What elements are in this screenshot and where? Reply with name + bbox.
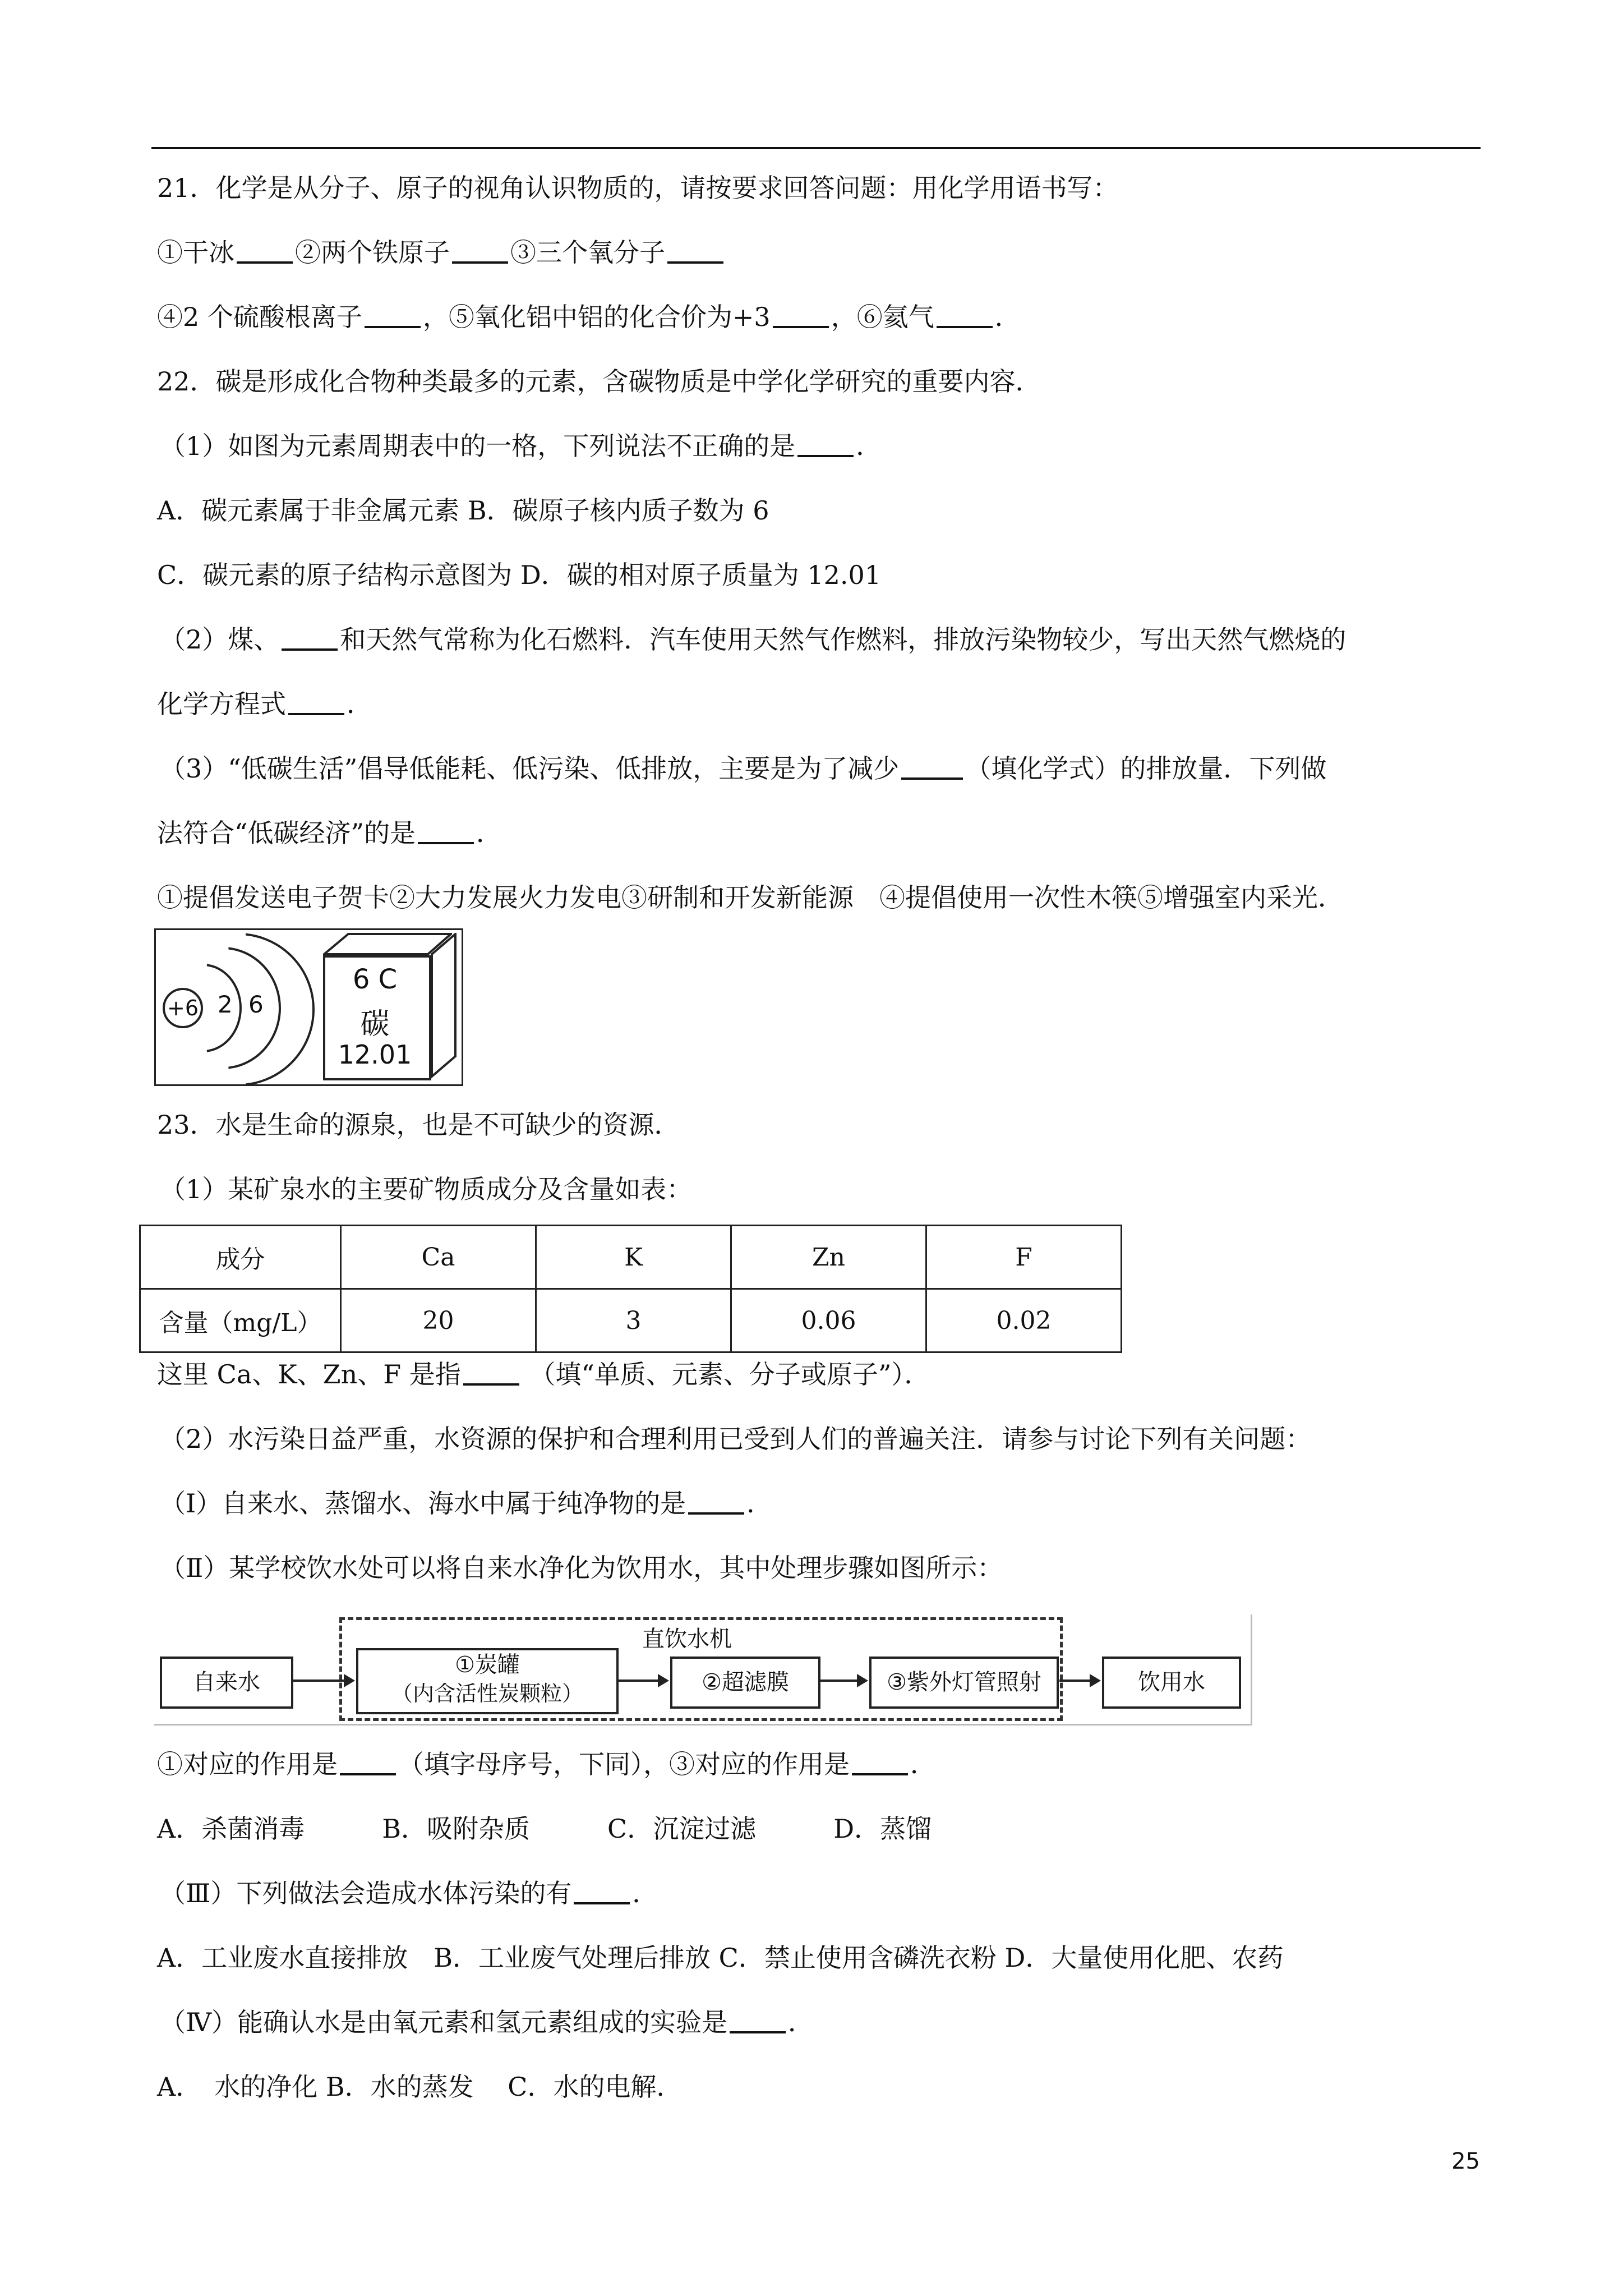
q23-role-text-a: ①对应的作用是	[157, 1749, 338, 1779]
q22-options-cd: C．碳元素的原子结构示意图为 D．碳的相对原子质量为 12.01	[157, 560, 882, 590]
header-rule	[151, 147, 1481, 149]
q22-part-3-cont	[157, 816, 502, 850]
answer-blank[interactable]	[463, 1361, 519, 1386]
q22-part-3	[160, 752, 1326, 785]
period: ．	[910, 1749, 936, 1779]
arrow-icon	[291, 1680, 353, 1682]
q22-part-2-cont	[157, 687, 372, 721]
arrow-icon	[818, 1680, 866, 1682]
answer-blank[interactable]	[852, 1751, 908, 1775]
purification-flow-diagram	[154, 1614, 1252, 1726]
table-header: Ca	[341, 1226, 536, 1289]
table-cell: 0.06	[731, 1289, 926, 1352]
flow-source: 自来水	[160, 1657, 293, 1709]
q23-options-1: A．杀菌消毒 B．吸附杂质 C．沉淀过滤 D．蒸馏	[157, 1814, 932, 1844]
flow-step-1-subtitle: （内含活性炭颗粒）	[391, 1681, 583, 1706]
table-cell: 含量（mg/L）	[140, 1289, 341, 1352]
periodic-table-cell	[323, 933, 458, 1080]
q22-stem: 22．碳是形成化合物种类最多的元素，含碳物质是中学化学研究的重要内容．	[157, 366, 1041, 397]
table-header: K	[536, 1226, 731, 1289]
flow-step-1	[356, 1648, 619, 1714]
q22-options-ab: A．碳元素属于非金属元素 B．碳原子核内质子数为 6	[157, 495, 769, 526]
period: ．	[787, 2007, 814, 2037]
table-cell: 20	[341, 1289, 536, 1352]
q23-part-III	[160, 1876, 658, 1910]
q22-part-1-text: （1）如图为元素周期表中的一格，下列说法不正确的是	[160, 431, 796, 461]
q23-after-table-text-a: 这里 Ca、K、Zn、F 是指	[157, 1359, 461, 1389]
nucleus: +6	[163, 988, 203, 1028]
cube-side-face	[430, 933, 458, 1079]
atomic-number-symbol: 6 C	[352, 964, 398, 995]
q22-part-3-text-b: （填化学式）的排放量．下列做	[965, 753, 1327, 784]
q22-choices: ①提倡发送电子贺卡②大力发展火力发电③研制和开发新能源 ④提倡使用一次性木筷⑤增强室内采光．	[157, 882, 1344, 913]
table-header: Zn	[731, 1226, 926, 1289]
period: ．	[746, 1488, 773, 1519]
q23-part-I-text: （Ⅰ）自来水、蒸馏水、海水中属于纯净物的是	[160, 1488, 686, 1519]
q23-roles	[157, 1747, 936, 1781]
q23-part-1: （1）某矿泉水的主要矿物质成分及含量如表：	[160, 1174, 693, 1204]
q23-after-table-text-b: （填“单质、元素、分子或原子”）．	[521, 1359, 930, 1389]
answer-blank[interactable]	[773, 303, 829, 328]
q23-options-2: A．工业废水直接排放 B．工业废气处理后排放 C．禁止使用含磷洗衣粉 D．大量使用化肥、农药	[157, 1943, 1284, 1973]
table-cell: 0.02	[926, 1289, 1122, 1352]
table-header: 成分	[140, 1226, 341, 1289]
answer-blank[interactable]	[340, 1751, 396, 1775]
q22-part-2	[160, 623, 1346, 656]
q21-item-5: ，⑤氧化铝中铝的化合价为+3	[422, 302, 771, 332]
answer-blank[interactable]	[688, 1490, 744, 1515]
flow-destination: 饮用水	[1102, 1657, 1241, 1709]
flow-step-3: ③紫外灯管照射	[869, 1657, 1059, 1709]
table-row	[140, 1289, 1122, 1352]
arrow-icon	[1059, 1680, 1099, 1682]
answer-blank[interactable]	[901, 755, 963, 780]
answer-blank[interactable]	[365, 303, 421, 328]
flow-step-1-title: ①炭罐	[455, 1652, 520, 1678]
q21-stem: 21．化学是从分子、原子的视角认识物质的，请按要求回答问题：用化学用语书写：	[157, 173, 1119, 203]
period: ．	[632, 1878, 658, 1908]
q23-part-2: （2）水污染日益严重，水资源的保护和合理利用已受到人们的普遍关注．请参与讨论下列有关问题：	[160, 1424, 1312, 1454]
table-cell: 3	[536, 1289, 731, 1352]
q23-part-III-text: （Ⅲ）下列做法会造成水体污染的有	[160, 1878, 572, 1908]
q23-part-II: （Ⅱ）某学校饮水处可以将自来水净化为饮用水，其中处理步骤如图所示：	[160, 1553, 1003, 1583]
q23-part-I	[160, 1487, 772, 1520]
q23-stem: 23．水是生命的源泉，也是不可缺少的资源．	[157, 1110, 680, 1140]
machine-label: 直饮水机	[642, 1621, 732, 1653]
mineral-table	[139, 1225, 1122, 1353]
q23-options-3: A． 水的净化 B．水的蒸发 C．水的电解．	[157, 2072, 683, 2102]
arrow-icon	[616, 1680, 667, 1682]
answer-blank[interactable]	[730, 2009, 786, 2033]
q21-line-2	[157, 300, 1021, 334]
period: ．	[476, 818, 502, 848]
answer-blank[interactable]	[418, 820, 474, 844]
q22-part-1	[160, 429, 882, 463]
q21-item-3: ③三个氧分子	[510, 237, 665, 268]
q23-part-IV	[160, 2005, 814, 2039]
q22-part-2-text-c: 化学方程式	[157, 689, 286, 719]
q23-part-IV-text: （Ⅳ）能确认水是由氧元素和氢元素组成的实验是	[160, 2007, 727, 2037]
table-row	[140, 1226, 1122, 1289]
answer-blank[interactable]	[237, 239, 293, 264]
answer-blank[interactable]	[452, 239, 508, 264]
answer-blank[interactable]	[282, 626, 338, 651]
carbon-figure	[154, 928, 463, 1086]
answer-blank[interactable]	[937, 303, 993, 328]
shell-1-electrons: 2	[218, 991, 233, 1018]
q22-part-2-text-a: （2）煤、	[160, 624, 280, 655]
q22-part-3-text-c: 法符合“低碳经济”的是	[157, 818, 416, 848]
atomic-mass: 12.01	[338, 1039, 412, 1070]
q22-part-3-text-a: （3）“低碳生活”倡导低能耗、低污染、低排放，主要是为了减少	[160, 753, 900, 784]
q21-item-1: ①干冰	[157, 237, 234, 268]
flow-step-2: ②超滤膜	[670, 1657, 820, 1709]
table-header: F	[926, 1226, 1122, 1289]
answer-blank[interactable]	[574, 1880, 630, 1904]
shell-2-electrons: 6	[248, 991, 264, 1018]
period: ．	[347, 689, 372, 719]
period: ．	[856, 431, 882, 461]
answer-blank[interactable]	[667, 239, 723, 264]
q21-item-2: ②两个铁原子	[295, 237, 450, 268]
answer-blank[interactable]	[288, 691, 344, 715]
q23-role-text-b: （填字母序号，下同），③对应的作用是	[398, 1749, 850, 1779]
page-number: 25	[1451, 2148, 1480, 2174]
q21-line-1	[157, 236, 726, 269]
q21-item-4: ④2 个硫酸根离子	[157, 302, 362, 332]
period: ．	[994, 302, 1021, 332]
q23-after-table	[157, 1358, 930, 1391]
answer-blank[interactable]	[797, 432, 854, 457]
q21-item-6: ，⑥氦气	[831, 302, 934, 332]
q22-part-2-text-b: 和天然气常称为化石燃料．汽车使用天然气作燃料，排放污染物较少，写出天然气燃烧的	[340, 624, 1347, 655]
element-name: 碳	[360, 1007, 390, 1041]
